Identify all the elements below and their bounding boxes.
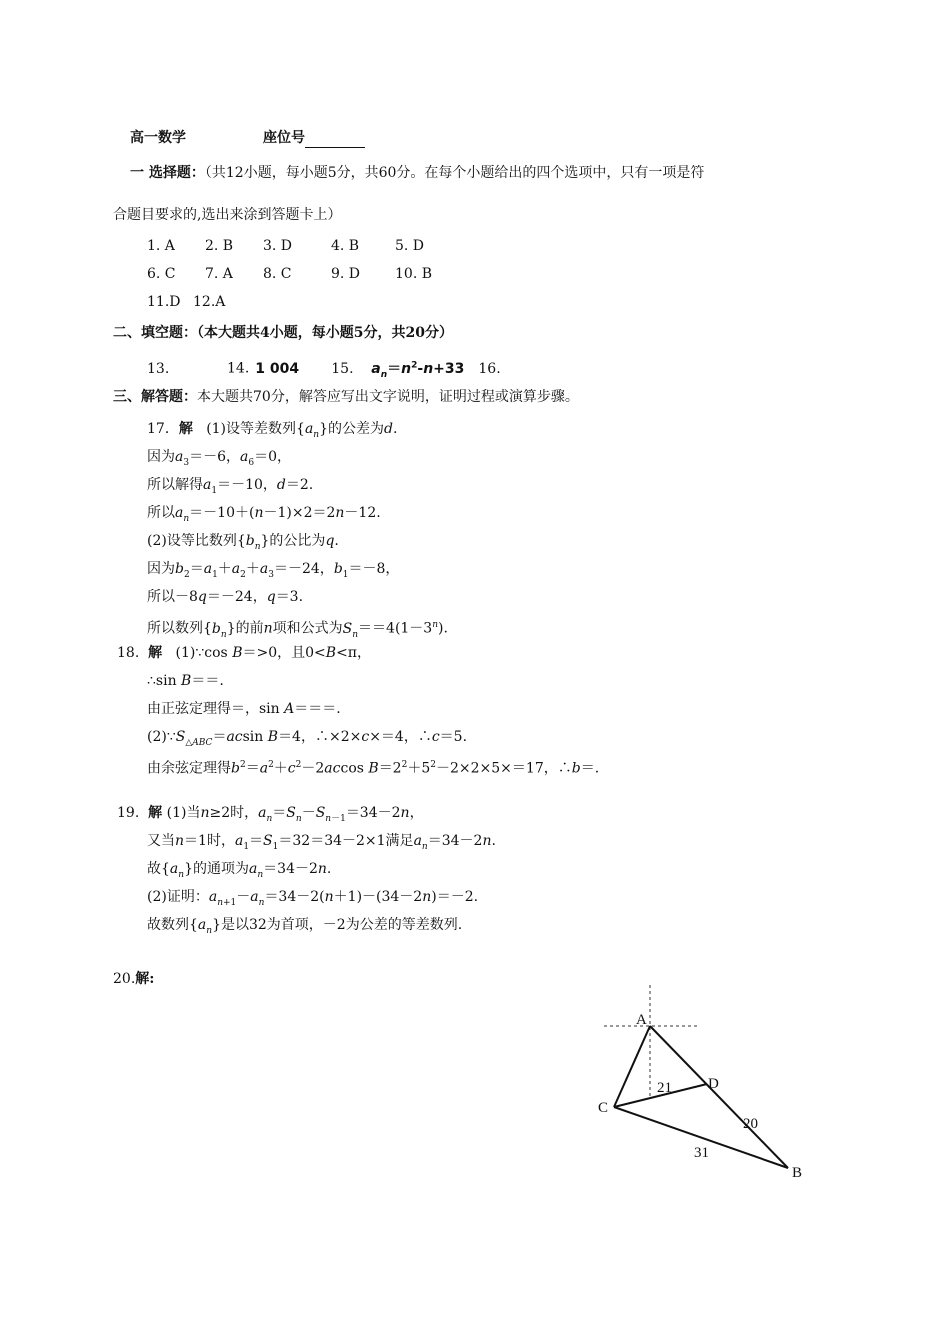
edge-ac xyxy=(614,1026,650,1107)
vertex-label-a: A xyxy=(636,1012,647,1028)
answers-row1: 1. A 2. B 3. D 4. B 5. D xyxy=(147,238,425,254)
q17-line4: 所以$a_n=-10+(n-1)\times 2=2n-12$. xyxy=(147,505,381,524)
q19-line5: 故数列$\{a_n\}$是以32为首项，－2为公差的等差数列. xyxy=(147,917,463,936)
q19-line2: 又当n＝1时，$a_1=S_1=32=34-2\times 1$满足$a_n=34-2n$. xyxy=(147,833,496,852)
subject-title: 高一数学 xyxy=(130,130,186,146)
edge-label-cb: 31 xyxy=(694,1145,709,1161)
triangle-figure xyxy=(590,980,820,1190)
vertex-label-b: B xyxy=(792,1165,803,1181)
q19-line1: 19. 解 (1)当n≥2时，$a_n=S_n-S_{n-1}=34-2n$， xyxy=(117,805,424,824)
answers-row2: 6. C 7. A 8. C 9. D 10. B xyxy=(147,266,433,282)
section2-header: 二、填空题：（本大题共4小题，每小题5分，共20分） xyxy=(113,325,453,341)
edge-ab xyxy=(650,1026,788,1168)
q18-line2: ∴sin B＝＝. xyxy=(147,673,224,689)
q17-line2: 因为$a_3=-6$，$a_6=0$， xyxy=(147,449,292,468)
q18-line3: 由正弦定理得＝，sin A＝＝＝. xyxy=(147,701,341,717)
q19-line4: (2)证明：$a_{n+1}-a_n=34-2(n+1)-(34-2n)=-2$. xyxy=(147,889,479,908)
q17-line7: 所以－8q＝－24，q＝3. xyxy=(147,589,304,605)
section1-desc-cont: 合题目要求的,选出来涂到答题卡上） xyxy=(113,207,342,223)
vertex-label-c: C xyxy=(598,1100,609,1116)
q17-line1: 17．解 (1)设等差数列$\{a_n\}$的公差为d. xyxy=(147,421,398,440)
q18-line4: $(2)\because S_{\triangle ABC}=acsin$ B＝4，∴×2×c×＝4，∴c＝5. xyxy=(147,729,468,748)
section1-header: 一 选择题：（共12小题，每小题5分，共60分。在每个小题给出的四个选项中，只有一项是符 xyxy=(130,165,705,181)
fill-answers: 13. 14. 1 004 15. $a_n=n^2-n+33$ 16. xyxy=(147,360,501,380)
q17-line8: 所以数列$\{b_n\}$的前n项和公式为$S_n==4(1-3^n)$. xyxy=(147,620,448,640)
q17-line5: (2)设等比数列$\{b_n\}$的公比为q. xyxy=(147,533,339,552)
seat-blank xyxy=(305,133,365,148)
answers-row3: 11.D 12.A xyxy=(147,294,226,310)
vertex-label-d: D xyxy=(708,1076,719,1092)
q20-header: 20.解: xyxy=(113,971,155,987)
section3-header: 三、解答题：本大题共70分，解答应写出文字说明，证明过程或演算步骤。 xyxy=(113,389,579,405)
seat-label: 座位号 xyxy=(263,128,365,148)
q18-line1: 18. 解 (1)∵cos B＝>0，且0<B<π， xyxy=(117,645,371,661)
q18-line5: 由余弦定理得$b^2=a^2+c^2-2accos$ $B=2^2+5^2-2\times 2\times 5\times=17$，∴b＝. xyxy=(147,760,600,777)
q19-line3: 故$\{a_n\}$的通项为$a_n=34-2n$. xyxy=(147,861,332,880)
edge-label-db: 20 xyxy=(743,1116,758,1132)
edge-label-cd: 21 xyxy=(657,1080,672,1096)
q17-line6: 因为$b_2=a_1+a_2+a_3=-24$，$b_1=-8$， xyxy=(147,561,400,580)
q17-line3: 所以解得$a_1=-10$，d＝2. xyxy=(147,477,314,496)
